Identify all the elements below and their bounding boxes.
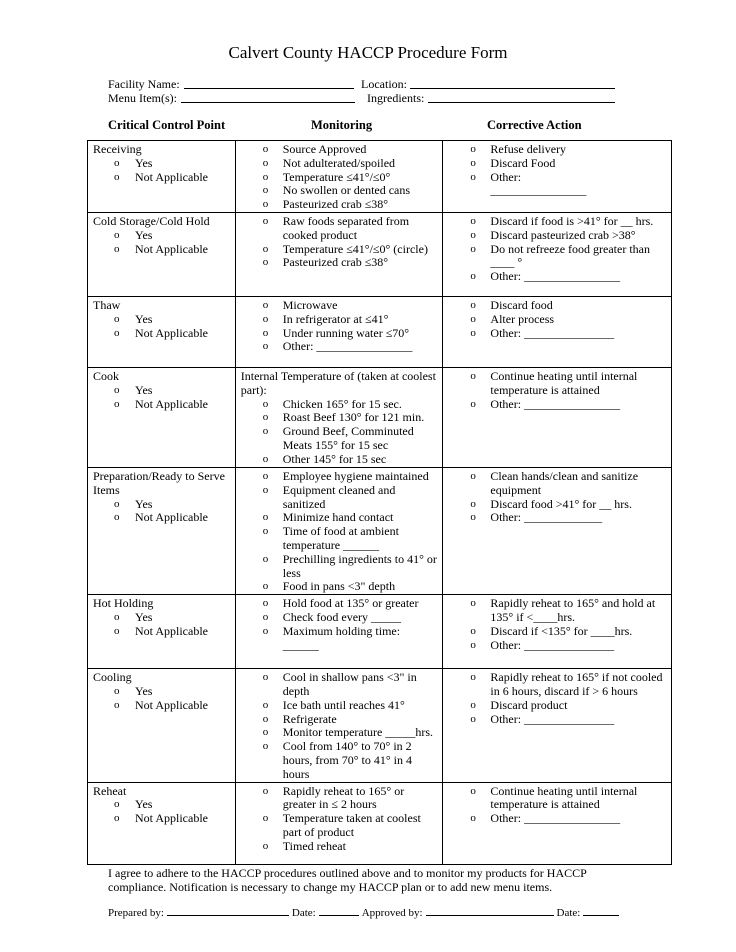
monitoring-item[interactable]: o Temperature taken at coolest part of product: [241, 812, 439, 840]
monitoring-item[interactable]: o Not adulterated/spoiled: [241, 157, 439, 171]
monitoring-item[interactable]: o Maximum holding time: ______: [241, 625, 439, 653]
facility-row: [108, 77, 628, 91]
corrective-item[interactable]: o Other: _______________: [448, 713, 667, 727]
ccp-row: [88, 467, 672, 594]
facility-name-field[interactable]: [184, 88, 354, 89]
ccp-name: Preparation/Ready to Serve Items: [93, 468, 225, 497]
ccp-row: [88, 595, 672, 669]
menu-items-field[interactable]: [181, 102, 355, 103]
corrective-cell: [443, 141, 672, 213]
ccp-cell: [88, 141, 236, 213]
menu-row: [108, 91, 628, 105]
monitoring-item[interactable]: o Other 145° for 15 sec: [241, 453, 439, 467]
header-fields: [108, 77, 628, 105]
approved-by-field[interactable]: [426, 906, 554, 916]
monitoring-item[interactable]: o Ground Beef, Comminuted Meats 155° for 15 sec: [241, 425, 439, 453]
corrective-cell: [443, 367, 672, 467]
option-yes[interactable]: o Yes: [93, 685, 231, 699]
option-not-applicable[interactable]: o Not Applicable: [93, 327, 231, 341]
ccp-row: [88, 367, 672, 467]
ccp-row: [88, 296, 672, 367]
option-yes[interactable]: o Yes: [93, 798, 231, 812]
location-label: Location:: [361, 77, 407, 91]
ccp-row: [88, 141, 672, 213]
corrective-cell: [443, 212, 672, 296]
option-yes[interactable]: o Yes: [93, 384, 231, 398]
option-not-applicable[interactable]: o Not Applicable: [93, 625, 231, 639]
monitoring-cell: [235, 595, 443, 669]
monitoring-item[interactable]: o Prechilling ingredients to 41° or less: [241, 553, 439, 581]
monitoring-item[interactable]: o In refrigerator at ≤41°: [241, 313, 439, 327]
ingredients-field[interactable]: [428, 102, 615, 103]
corrective-item[interactable]: o Other: ________________: [448, 270, 667, 284]
ccp-name: Hot Holding: [93, 596, 154, 611]
monitoring-item[interactable]: o Food in pans <3" depth: [241, 580, 439, 594]
option-not-applicable[interactable]: o Not Applicable: [93, 171, 231, 185]
option-yes[interactable]: o Yes: [93, 157, 231, 171]
monitoring-item[interactable]: o Ice bath until reaches 41°: [241, 699, 439, 713]
option-not-applicable[interactable]: o Not Applicable: [93, 812, 231, 826]
corrective-cell: [443, 296, 672, 367]
ccp-cell: [88, 212, 236, 296]
menu-items-label: Menu Item(s):: [108, 91, 177, 105]
corrective-item[interactable]: o Other: ________________: [448, 171, 667, 199]
ccp-cell: [88, 669, 236, 782]
monitoring-item[interactable]: o Hold food at 135° or greater: [241, 597, 439, 611]
corrective-item[interactable]: o Other: _______________: [448, 327, 667, 341]
corrective-item[interactable]: o Other: _____________: [448, 511, 667, 525]
monitoring-cell: [235, 141, 443, 213]
monitoring-cell: [235, 669, 443, 782]
corrective-item[interactable]: o Discard food >41° for __ hrs.: [448, 498, 667, 512]
option-yes[interactable]: o Yes: [93, 229, 231, 243]
prepared-by-field[interactable]: [167, 906, 289, 916]
monitoring-item[interactable]: o Microwave: [241, 299, 439, 313]
option-not-applicable[interactable]: o Not Applicable: [93, 699, 231, 713]
ccp-name: Cooling: [93, 670, 132, 685]
header-corrective-action: Corrective Action: [487, 118, 582, 132]
corrective-cell: [443, 595, 672, 669]
form-title: Calvert County HACCP Procedure Form: [228, 43, 508, 62]
ccp-cell: [88, 367, 236, 467]
date-field-2[interactable]: [583, 906, 619, 916]
monitoring-intro: Internal Temperature of (taken at coolest part):: [240, 368, 436, 397]
ccp-name: Cook: [93, 368, 120, 383]
monitoring-item[interactable]: o Source Approved: [241, 143, 439, 157]
ccp-name: Cold Storage/Cold Hold: [93, 213, 210, 228]
monitoring-item[interactable]: o Monitor temperature _____hrs.: [241, 726, 439, 740]
corrective-item[interactable]: o Continue heating until internal temperature is attained: [448, 370, 667, 398]
ingredients-label: Ingredients:: [367, 91, 425, 105]
ccp-name: Receiving: [93, 142, 142, 156]
monitoring-cell: [235, 467, 443, 594]
corrective-item[interactable]: o Other: ________________: [448, 812, 667, 826]
monitoring-cell: [235, 367, 443, 467]
corrective-cell: [443, 467, 672, 594]
option-yes[interactable]: o Yes: [93, 498, 231, 512]
ccp-cell: [88, 467, 236, 594]
corrective-item[interactable]: o Rapidly reheat to 165° if not cooled in 6 hours, discard if > 6 hours: [448, 671, 667, 699]
option-yes[interactable]: o Yes: [93, 313, 231, 327]
corrective-cell: [443, 782, 672, 864]
monitoring-item[interactable]: o Other: ________________: [241, 340, 439, 354]
monitoring-item[interactable]: o Chicken 165° for 15 sec.: [241, 398, 439, 412]
approved-by-label: Approved by:: [361, 907, 423, 919]
corrective-item[interactable]: o Other: ________________: [448, 398, 667, 412]
monitoring-item[interactable]: o Time of food at ambient temperature ______: [241, 525, 439, 553]
corrective-item[interactable]: o Do not refreeze food greater than ____ °: [448, 243, 667, 271]
monitoring-item[interactable]: o Roast Beef 130° for 121 min.: [241, 411, 439, 425]
ccp-name: Reheat: [93, 783, 127, 798]
monitoring-item[interactable]: o Check food every _____: [241, 611, 439, 625]
corrective-item[interactable]: o Clean hands/clean and sanitize equipment: [448, 470, 667, 498]
monitoring-item[interactable]: o Cool in shallow pans <3" in depth: [241, 671, 439, 699]
ccp-cell: [88, 595, 236, 669]
corrective-item[interactable]: o Other: _______________: [448, 639, 667, 653]
ccp-row: [88, 782, 672, 864]
monitoring-item[interactable]: o Refrigerate: [241, 713, 439, 727]
signature-line: [108, 906, 622, 919]
monitoring-item[interactable]: o Equipment cleaned and sanitized: [241, 484, 439, 512]
monitoring-item[interactable]: o Pasteurized crab ≤38°: [241, 256, 439, 270]
option-yes[interactable]: o Yes: [93, 611, 231, 625]
corrective-item[interactable]: o Discard pasteurized crab >38°: [448, 229, 667, 243]
corrective-item[interactable]: o Continue heating until internal temperature is attained: [448, 785, 667, 813]
header-critical-control-point: Critical Control Point: [108, 118, 226, 132]
monitoring-item[interactable]: o Cool from 140° to 70° in 2 hours, from 70° to 41° in 4 hours: [241, 740, 439, 781]
monitoring-cell: [235, 212, 443, 296]
facility-label: Facility Name:: [108, 77, 180, 91]
corrective-item[interactable]: o Rapidly reheat to 165° and hold at 135° if <____hrs.: [448, 597, 667, 625]
location-field[interactable]: [410, 88, 615, 89]
prepared-by-label: Prepared by:: [108, 907, 164, 919]
monitoring-item[interactable]: o Under running water ≤70°: [241, 327, 439, 341]
monitoring-item[interactable]: o Timed reheat: [241, 840, 439, 854]
monitoring-cell: [235, 296, 443, 367]
header-monitoring: Monitoring: [311, 118, 373, 132]
corrective-item[interactable]: o Discard if <135° for ____hrs.: [448, 625, 667, 639]
agreement-statement: I agree to adhere to the HACCP procedures outlined above and to monitor my products for HACCP compliance. Notification is necessary to change my HACCP plan or to add new menu items.: [108, 866, 587, 894]
haccp-table: [87, 140, 672, 865]
option-not-applicable[interactable]: o Not Applicable: [93, 511, 231, 525]
date-label-2: Date:: [556, 907, 581, 919]
ccp-row: [88, 212, 672, 296]
date-label: Date:: [291, 907, 316, 919]
option-not-applicable[interactable]: o Not Applicable: [93, 398, 231, 412]
ccp-name: Thaw: [93, 297, 121, 312]
monitoring-item[interactable]: o Pasteurized crab ≤38°: [241, 198, 439, 212]
date-field[interactable]: [319, 906, 359, 916]
monitoring-item[interactable]: o Employee hygiene maintained: [241, 470, 439, 484]
corrective-item[interactable]: o Discard if food is >41° for __ hrs.: [448, 215, 667, 229]
corrective-cell: [443, 669, 672, 782]
monitoring-item[interactable]: o Temperature ≤41°/≤0° (circle): [241, 243, 439, 257]
corrective-item[interactable]: o Refuse delivery: [448, 143, 667, 157]
corrective-item[interactable]: o Discard product: [448, 699, 667, 713]
corrective-item[interactable]: o Alter process: [448, 313, 667, 327]
monitoring-item[interactable]: o Rapidly reheat to 165° or greater in ≤ 2 hours: [241, 785, 439, 813]
corrective-item[interactable]: o Discard food: [448, 299, 667, 313]
corrective-item[interactable]: o Discard Food: [448, 157, 667, 171]
monitoring-item[interactable]: o No swollen or dented cans: [241, 184, 439, 198]
option-not-applicable[interactable]: o Not Applicable: [93, 243, 231, 257]
monitoring-item[interactable]: o Minimize hand contact: [241, 511, 439, 525]
monitoring-cell: [235, 782, 443, 864]
monitoring-item[interactable]: o Temperature ≤41°/≤0°: [241, 171, 439, 185]
ccp-cell: [88, 782, 236, 864]
ccp-row: [88, 669, 672, 782]
ccp-cell: [88, 296, 236, 367]
monitoring-item[interactable]: o Raw foods separated from cooked product: [241, 215, 439, 243]
